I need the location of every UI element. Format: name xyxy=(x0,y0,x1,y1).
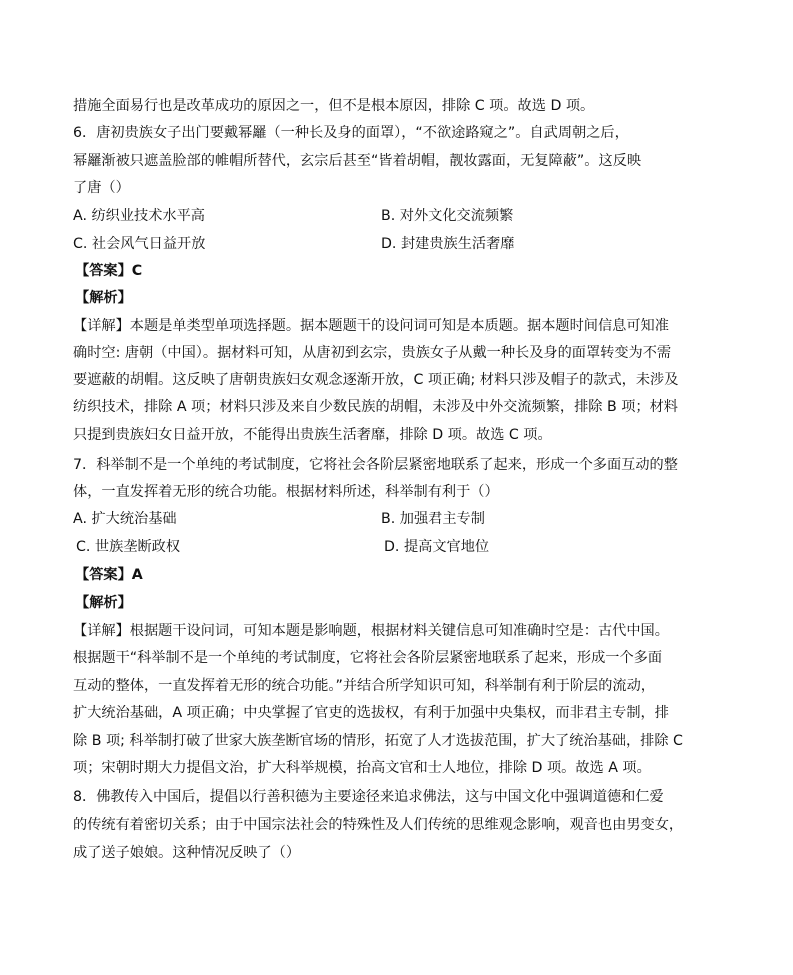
q6-stem-line-3: 了唐（） xyxy=(73,180,130,196)
q6-option-c: C. 社会风气日益开放 xyxy=(73,236,206,252)
q7-answer: 【答案】A xyxy=(75,567,143,583)
q6-option-a: A. 纺织业技术水平高 xyxy=(73,208,205,224)
q7-option-a: A. 扩大统治基础 xyxy=(73,511,177,527)
q7-detail-line-6: 项；宋朝时期大力提倡文治，扩大科举规模，抬高文官和士人地位，排除 D 项。故选 A 项。 xyxy=(73,760,651,776)
q7-detail-line-5: 除 B 项; 科举制打破了世家大族垄断官场的情形，拓宽了人才选拔范围，扩大了统治基础，排除 C xyxy=(73,733,683,749)
q6-detail-line-2: 确时空: 唐朝（中国）。据材料可知，从唐初到玄宗，贵族女子从戴一种长及身的面罩转变为不需 xyxy=(73,345,672,361)
q7-detail-line-3: 互动的整体，一直发挥着无形的统合功能。”并结合所学知识可知，科举制有利于阶层的流动， xyxy=(73,678,655,694)
q6-option-b: B. 对外文化交流频繁 xyxy=(381,208,514,224)
q7-stem-line-2: 体，一直发挥着无形的统合功能。根据材料所述，科举制有利于（） xyxy=(73,484,499,500)
q8-stem-line-2: 的传统有着密切关系；由于中国宗法社会的特殊性及人们传统的思维观念影响，观音也由男变女， xyxy=(73,817,684,833)
q6-stem-line-1: 6．唐初贵族女子出门要戴幂䍦（一种长及身的面罩），“不欲途路窥之”。自武周朝之后， xyxy=(73,125,629,141)
q7-option-d: D. 提高文官地位 xyxy=(384,539,490,555)
q7-analysis-heading: 【解析】 xyxy=(75,595,132,611)
q7-detail-line-1: 【详解】根据题干设问词，可知本题是影响题，根据材料关键信息可知准确时空是：古代中国。 xyxy=(73,623,669,639)
q6-detail-line-3: 要遮蔽的胡帽。这反映了唐朝贵族妇女观念逐渐开放，C 项正确; 材料只涉及帽子的款式，未涉及 xyxy=(73,372,679,388)
q7-detail-line-4: 扩大统治基础，A 项正确；中央掌握了官吏的选拔权，有利于加强中央集权，而非君主专制，排 xyxy=(73,705,669,721)
intro-text: 措施全面易行也是改革成功的原因之一，但不是根本原因，排除 C 项。故选 D 项。 xyxy=(73,98,595,114)
q6-detail-line-4: 纺织技术，排除 A 项；材料只涉及来自少数民族的胡帽，未涉及中外交流频繁，排除 B 项；材料 xyxy=(73,399,678,415)
q7-option-c: C. 世族垄断政权 xyxy=(76,539,181,555)
q8-stem-line-1: 8．佛教传入中国后，提倡以行善积德为主要途径来追求佛法，这与中国文化中强调道德和仁爱 xyxy=(73,789,664,805)
q6-detail-line-1: 【详解】本题是单类型单项选择题。据本题题干的设问词可知是本质题。据本题时间信息可知准 xyxy=(73,318,669,334)
q7-detail-line-2: 根据题干“科举制不是一个单纯的考试制度，它将社会各阶层紧密地联系了起来，形成一个多面 xyxy=(73,650,663,666)
q7-stem-line-1: 7．科举制不是一个单纯的考试制度，它将社会各阶层紧密地联系了起来，形成一个多面互动的整 xyxy=(73,457,678,473)
q7-option-b: B. 加强君主专制 xyxy=(381,511,485,527)
q6-option-d: D. 封建贵族生活奢靡 xyxy=(381,236,515,252)
q6-answer: 【答案】C xyxy=(75,263,143,279)
q6-stem-line-2: 幂䍦渐被只遮盖脸部的帷帽所替代，玄宗后甚至“皆着胡帽，靓妆露面，无复障蔽”。这反映 xyxy=(73,153,642,169)
q8-stem-line-3: 成了送子娘娘。这种情况反映了（） xyxy=(73,845,301,861)
q6-detail-line-5: 只提到贵族妇女日益开放，不能得出贵族生活奢靡，排除 D 项。故选 C 项。 xyxy=(73,427,552,443)
q6-analysis-heading: 【解析】 xyxy=(75,290,132,306)
